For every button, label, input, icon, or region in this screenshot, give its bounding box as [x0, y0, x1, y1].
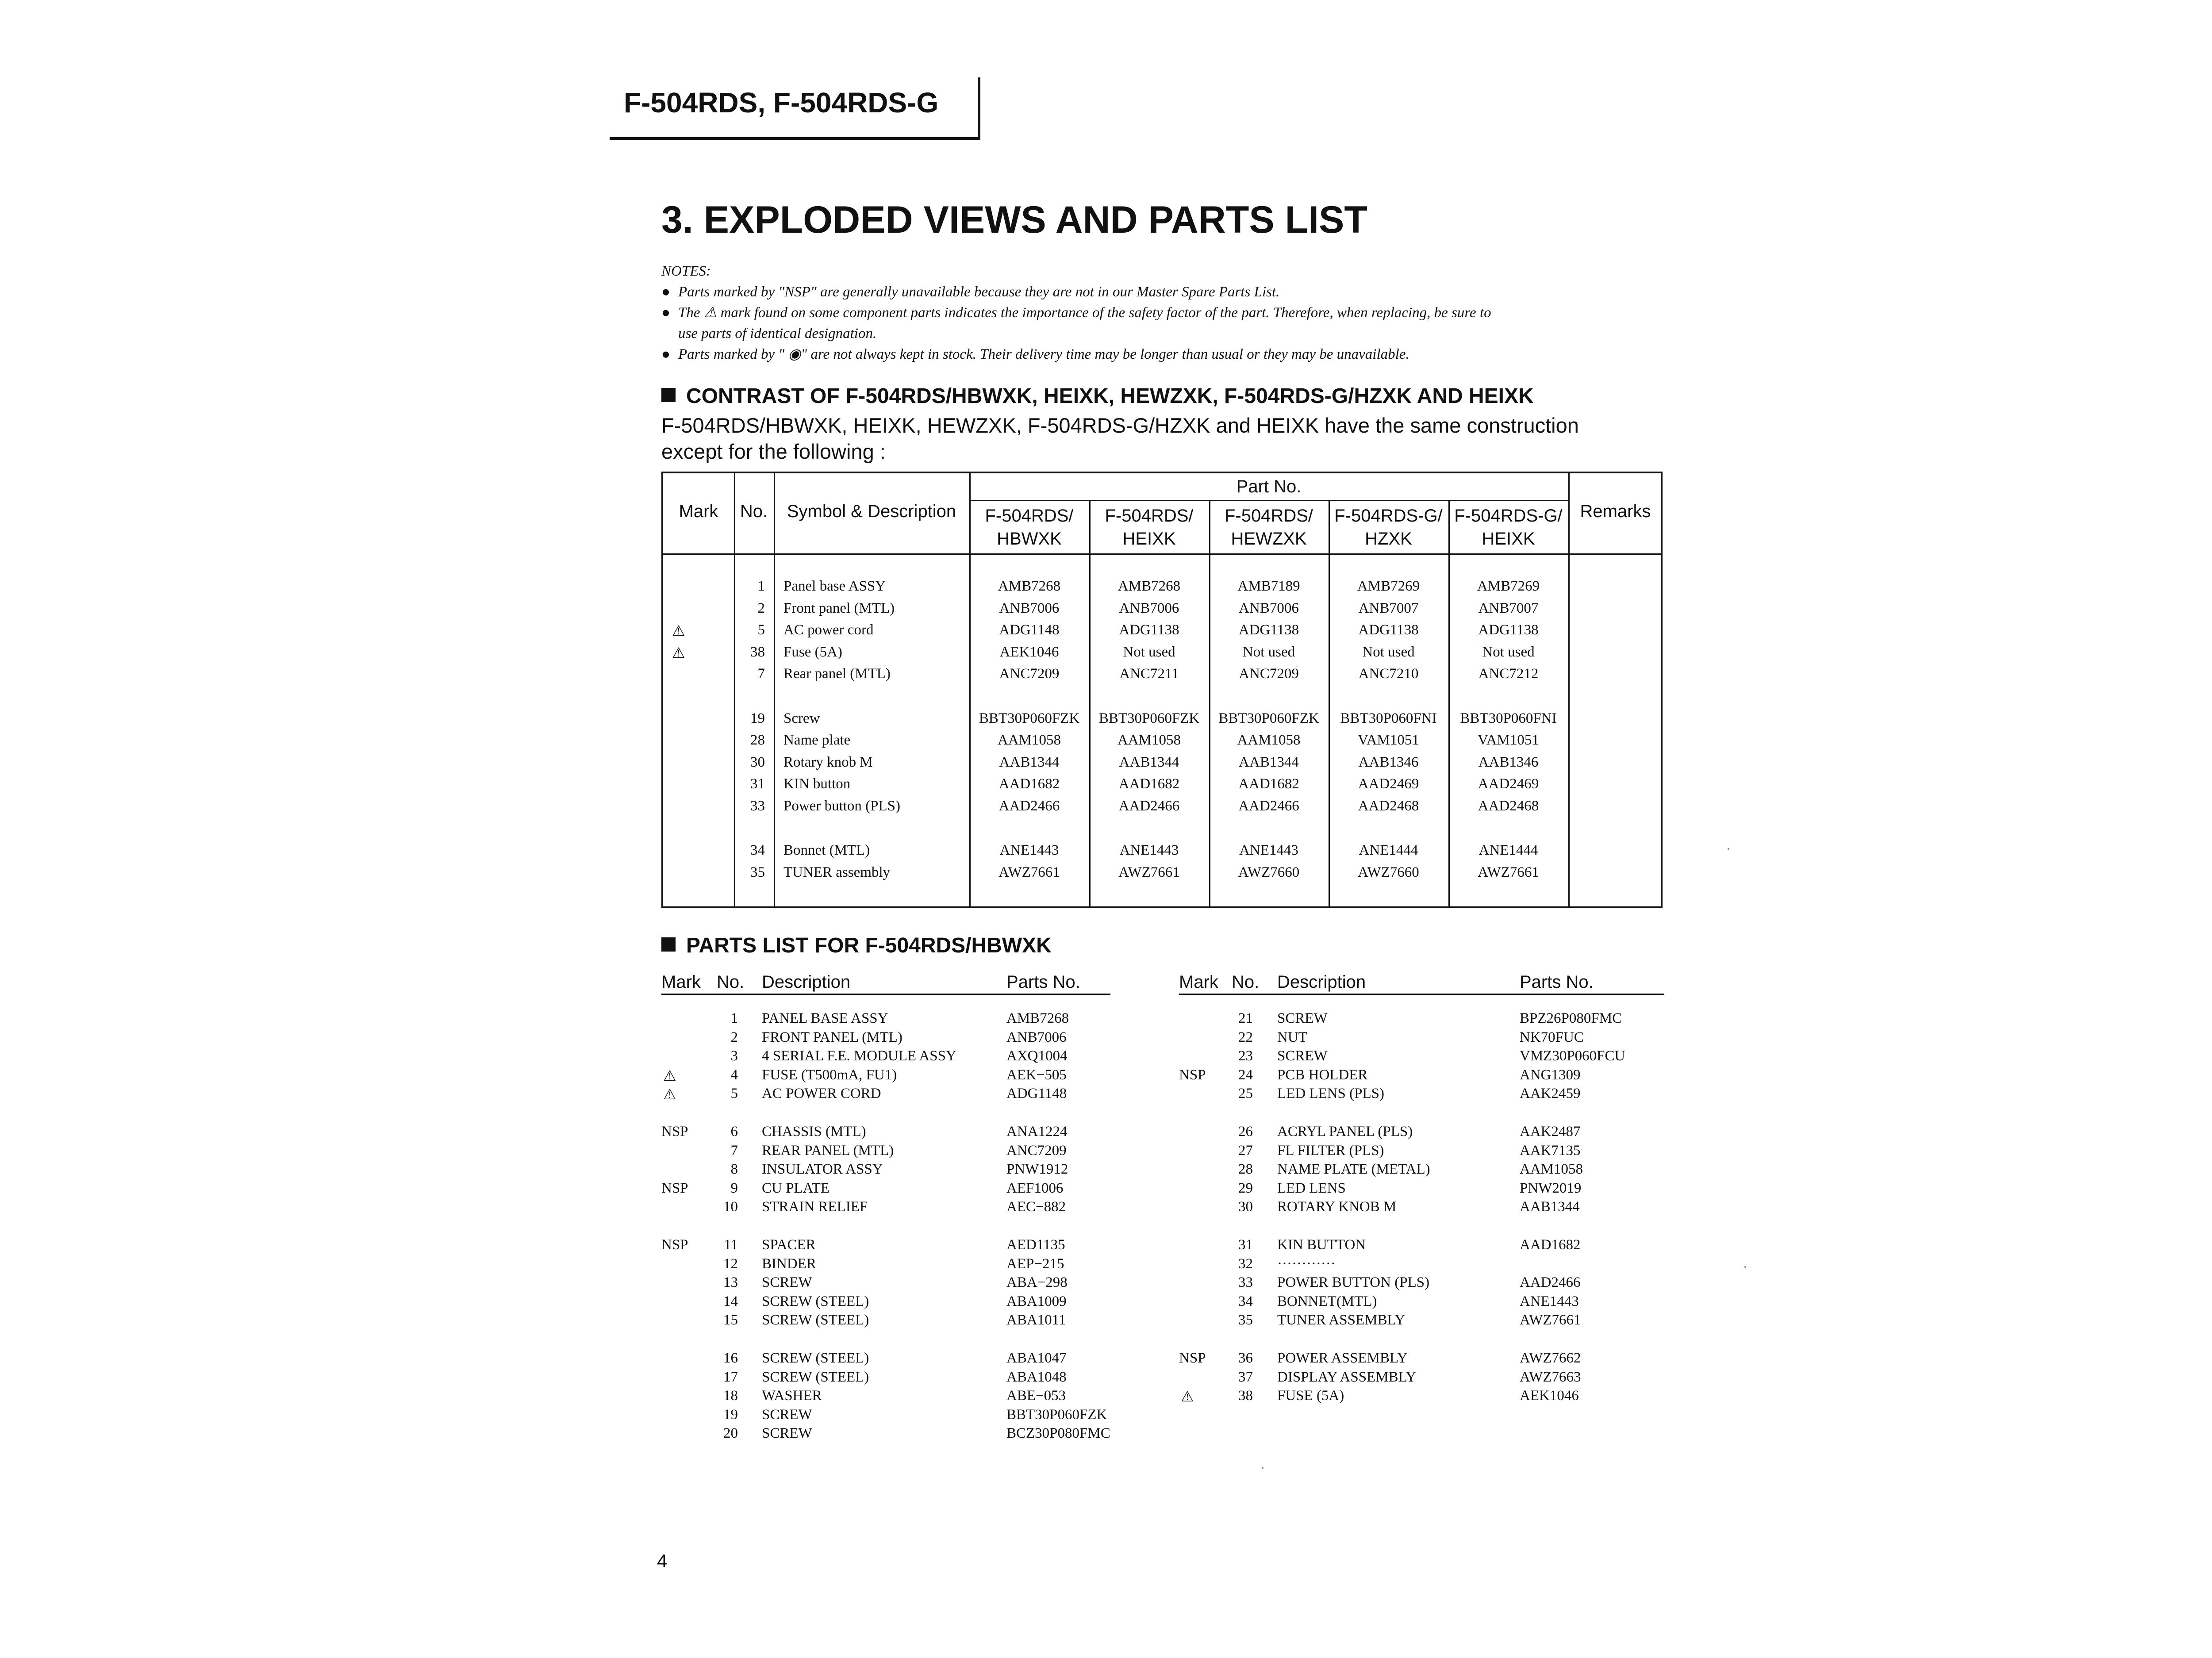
row-description: WASHER — [762, 1388, 822, 1404]
part-number: AAD2466 — [1238, 798, 1299, 814]
row-number: 36 — [1238, 1350, 1253, 1366]
row-description: Fuse (5A) — [783, 644, 842, 660]
col-header-mark: Mark — [679, 502, 718, 521]
row-description: NAME PLATE (METAL) — [1277, 1161, 1430, 1178]
row-description: CHASSIS (MTL) — [762, 1124, 866, 1140]
row-description: ············ — [1277, 1255, 1336, 1272]
row-number: 7 — [757, 666, 765, 682]
row-description: AC POWER CORD — [762, 1086, 881, 1102]
row-number: 22 — [1238, 1029, 1253, 1045]
row-number: 1 — [757, 578, 765, 594]
row-description: ROTARY KNOB M — [1277, 1199, 1397, 1215]
row-description: POWER ASSEMBLY — [1277, 1350, 1408, 1366]
part-number: VAM1051 — [1478, 732, 1539, 748]
part-number: AWZ7660 — [1238, 864, 1300, 880]
part-number: ABE−053 — [1006, 1388, 1066, 1404]
part-number: AAD2469 — [1358, 776, 1419, 792]
part-number: ANC7210 — [1358, 666, 1419, 682]
part-number: ANE1443 — [1119, 842, 1179, 858]
part-number: ABA1047 — [1006, 1350, 1067, 1366]
row-description: 4 SERIAL F.E. MODULE ASSY — [762, 1048, 956, 1064]
part-number: AAM1058 — [1520, 1161, 1583, 1178]
page-number: 4 — [657, 1551, 668, 1571]
row-number: 30 — [1238, 1199, 1253, 1215]
part-number: Not used — [1482, 644, 1535, 660]
safety-mark-icon: ⚠ — [672, 623, 685, 639]
row-description: FL FILTER (PLS) — [1277, 1142, 1384, 1159]
row-number: 3 — [730, 1048, 738, 1064]
part-number: BCZ30P080FMC — [1006, 1425, 1110, 1442]
note-item — [661, 303, 1679, 323]
contrast-description-line: except for the following : — [661, 440, 886, 463]
note-item — [661, 282, 1679, 303]
row-number: 23 — [1238, 1048, 1253, 1064]
row-number: 7 — [730, 1142, 738, 1159]
col-header-model-line1: F-504RDS/ — [1105, 506, 1194, 526]
contrast-heading-text: CONTRAST OF F-504RDS/HBWXK, HEIXK, HEWZXK, F-504RDS-G/HZXK AND HEIXK — [686, 384, 1534, 408]
row-description: SCREW — [1277, 1010, 1328, 1026]
row-number: 29 — [1238, 1180, 1253, 1196]
row-description: BONNET(MTL) — [1277, 1293, 1377, 1309]
square-bullet-icon — [661, 388, 676, 402]
row-description: LED LENS (PLS) — [1277, 1086, 1384, 1102]
row-number: 17 — [723, 1369, 738, 1385]
part-number: AXQ1004 — [1006, 1048, 1068, 1064]
row-number: 35 — [1238, 1312, 1253, 1328]
part-number: AAK2459 — [1520, 1086, 1581, 1102]
part-number: AEP−215 — [1006, 1255, 1064, 1272]
header-divider — [978, 77, 980, 138]
row-description: Rotary knob M — [783, 754, 873, 770]
row-number: 35 — [750, 864, 765, 880]
part-number: AMB7268 — [998, 578, 1061, 594]
row-description: FUSE (T500mA, FU1) — [762, 1067, 897, 1083]
row-number: 10 — [723, 1199, 738, 1215]
row-description: LED LENS — [1277, 1180, 1346, 1196]
col-header-model-line2: HBWXK — [997, 529, 1062, 549]
part-number: AAD2466 — [1520, 1274, 1581, 1291]
row-number: 4 — [730, 1067, 738, 1083]
col-header-model-line2: HEIXK — [1482, 529, 1535, 549]
part-number: ANB7006 — [1006, 1029, 1067, 1045]
part-number: AED1135 — [1006, 1237, 1065, 1253]
row-description: NUT — [1277, 1029, 1307, 1045]
part-number: AWZ7661 — [1478, 864, 1539, 880]
col-header-model-line1: F-504RDS-G/ — [1454, 506, 1563, 526]
row-number: 11 — [724, 1237, 738, 1253]
row-number: 26 — [1238, 1124, 1253, 1140]
row-number: 14 — [723, 1293, 738, 1309]
part-number: AEF1006 — [1006, 1180, 1064, 1196]
row-description: SCREW — [762, 1425, 812, 1442]
bullet-icon: ● — [661, 346, 670, 362]
row-description: Bonnet (MTL) — [783, 842, 870, 858]
row-description: SCREW (STEEL) — [762, 1312, 869, 1328]
part-number: BBT30P060FNI — [1340, 710, 1437, 726]
part-number: VMZ30P060FCU — [1520, 1048, 1625, 1064]
safety-mark-icon: ⚠ — [672, 645, 685, 661]
row-number: 21 — [1238, 1010, 1253, 1026]
part-number: ANC7209 — [1006, 1142, 1067, 1159]
part-number: AAD2468 — [1358, 798, 1419, 814]
row-description: PCB HOLDER — [1277, 1067, 1368, 1083]
contrast-description — [661, 412, 1661, 464]
bullet-icon: ● — [661, 284, 670, 300]
row-number: 6 — [730, 1124, 738, 1140]
nsp-mark: NSP — [661, 1180, 688, 1196]
part-number: AAD1682 — [1238, 776, 1299, 792]
part-number: Not used — [1242, 644, 1295, 660]
row-description: FRONT PANEL (MTL) — [762, 1029, 902, 1045]
row-description: SCREW (STEEL) — [762, 1369, 869, 1385]
part-number: AAB1344 — [999, 754, 1060, 770]
row-description: BINDER — [762, 1255, 816, 1272]
square-bullet-icon — [661, 937, 676, 952]
nsp-mark: NSP — [1179, 1067, 1206, 1083]
contrast-heading — [661, 384, 1534, 408]
row-description: SCREW — [762, 1406, 812, 1423]
row-number: 19 — [750, 710, 765, 726]
part-number: AAD2469 — [1478, 776, 1539, 792]
row-description: SPACER — [762, 1237, 816, 1253]
row-description: POWER BUTTON (PLS) — [1277, 1274, 1430, 1291]
row-number: 31 — [1238, 1237, 1253, 1253]
part-number: AMB7268 — [1006, 1010, 1069, 1026]
row-number: 37 — [1238, 1369, 1253, 1385]
header-underline — [661, 994, 1110, 995]
row-number: 34 — [750, 842, 765, 858]
col-header-no: No. — [717, 972, 745, 992]
row-number: 18 — [723, 1388, 738, 1404]
part-number: ANB7007 — [1358, 600, 1419, 616]
section-title: 3. EXPLODED VIEWS AND PARTS LIST — [661, 199, 1367, 241]
part-number: AAM1058 — [1117, 732, 1181, 748]
row-number: 33 — [1238, 1274, 1253, 1291]
row-number: 31 — [750, 776, 765, 792]
part-number: VAM1051 — [1358, 732, 1419, 748]
row-description: DISPLAY ASSEMBLY — [1277, 1369, 1417, 1385]
row-number: 38 — [750, 644, 765, 660]
part-number: ANB7006 — [1239, 600, 1299, 616]
row-number: 15 — [723, 1312, 738, 1328]
table-column-divider — [1568, 473, 1570, 906]
part-number: AWZ7660 — [1358, 864, 1419, 880]
part-number: BBT30P060FZK — [979, 710, 1080, 726]
row-number: 5 — [730, 1086, 738, 1102]
nsp-mark: NSP — [661, 1124, 688, 1140]
col-header-description: Description — [762, 972, 851, 992]
parts-list-heading — [661, 933, 1052, 958]
note-text: The ⚠ mark found on some component parts indicates the importance of the safety factor of the part. Therefore, when replacing, be sure to — [678, 305, 1491, 321]
part-number: BBT30P060FZK — [1098, 710, 1200, 726]
part-number: ADG1138 — [1478, 622, 1539, 638]
part-number: AEK1046 — [999, 644, 1059, 660]
row-number: 24 — [1238, 1067, 1253, 1083]
scan-speck — [1744, 1266, 1746, 1268]
table-column-divider — [774, 473, 775, 906]
part-number: AAM1058 — [997, 732, 1061, 748]
part-number: AAD2466 — [1118, 798, 1180, 814]
contrast-description-line: F-504RDS/HBWXK, HEIXK, HEWZXK, F-504RDS-G/HZXK and HEIXK have the same construction — [661, 414, 1579, 437]
part-number: AAM1058 — [1237, 732, 1301, 748]
part-number: ADG1138 — [1119, 622, 1179, 638]
row-number: 25 — [1238, 1086, 1253, 1102]
part-number: AAK7135 — [1520, 1142, 1581, 1159]
col-header-no: No. — [1232, 972, 1260, 992]
part-number: BBT30P060FNI — [1460, 710, 1557, 726]
part-number: AAB1346 — [1478, 754, 1539, 770]
part-number: ANE1444 — [1359, 842, 1418, 858]
table-column-divider — [734, 473, 735, 906]
part-number: BBT30P060FZK — [1218, 710, 1319, 726]
row-description: KIN button — [783, 776, 851, 792]
row-description: Rear panel (MTL) — [783, 666, 891, 682]
part-number: AMB7269 — [1477, 578, 1540, 594]
part-number: ABA1011 — [1006, 1312, 1066, 1328]
part-number: PNW2019 — [1520, 1180, 1582, 1196]
part-number: AMB7268 — [1118, 578, 1181, 594]
col-header-mark: Mark — [1179, 972, 1218, 992]
notes — [661, 261, 1679, 365]
part-number: AWZ7661 — [1118, 864, 1180, 880]
part-number: BBT30P060FZK — [1006, 1406, 1107, 1423]
row-number: 12 — [723, 1255, 738, 1272]
row-number: 28 — [750, 732, 765, 748]
row-description: TUNER assembly — [783, 864, 891, 880]
part-number: ANB7006 — [999, 600, 1060, 616]
col-header-parts-no: Parts No. — [1006, 972, 1080, 992]
notes-heading: NOTES: — [661, 263, 711, 279]
row-number: 16 — [723, 1350, 738, 1366]
part-number: ANE1443 — [1520, 1293, 1579, 1309]
row-number: 28 — [1238, 1161, 1253, 1178]
row-description: Power button (PLS) — [783, 798, 900, 814]
part-number: ANC7209 — [999, 666, 1060, 682]
row-description: ACRYL PANEL (PLS) — [1277, 1124, 1413, 1140]
note-text: Parts marked by " ◉" are not always kept in stock. Their delivery time may be longer than usual or they may be unavailable. — [678, 346, 1409, 362]
part-number: ADG1148 — [999, 622, 1060, 638]
part-number: AAD1682 — [1118, 776, 1180, 792]
part-number: AWZ7661 — [1520, 1312, 1581, 1328]
part-number: AAD2466 — [998, 798, 1060, 814]
part-number: ABA1048 — [1006, 1369, 1067, 1385]
part-number: ANA1224 — [1006, 1124, 1068, 1140]
col-header-description: Symbol & Description — [787, 502, 956, 521]
row-description: SCREW (STEEL) — [762, 1350, 869, 1366]
col-header-description: Description — [1277, 972, 1366, 992]
part-number: ABA1009 — [1006, 1293, 1067, 1309]
header-underline — [1179, 994, 1664, 995]
row-description: KIN BUTTON — [1277, 1237, 1366, 1253]
table-header-divider — [663, 553, 1661, 555]
row-number: 34 — [1238, 1293, 1253, 1309]
col-header-part-no: Part No. — [1236, 477, 1302, 496]
part-number: AAB1344 — [1119, 754, 1179, 770]
part-number: ANE1444 — [1479, 842, 1538, 858]
part-number: ANB7006 — [1119, 600, 1179, 616]
part-number: AAB1344 — [1239, 754, 1299, 770]
part-number: AAB1346 — [1358, 754, 1419, 770]
part-number: AAD2468 — [1478, 798, 1539, 814]
part-number: ANE1443 — [999, 842, 1059, 858]
part-number: PNW1912 — [1006, 1161, 1068, 1178]
row-number: 2 — [757, 600, 765, 616]
row-number: 32 — [1238, 1255, 1253, 1272]
part-number: ADG1148 — [1006, 1086, 1067, 1102]
row-description: STRAIN RELIEF — [762, 1199, 868, 1215]
part-number: ABA−298 — [1006, 1274, 1068, 1291]
row-description: SCREW — [1277, 1048, 1328, 1064]
col-header-model-line1: F-504RDS/ — [985, 506, 1074, 526]
part-number: ANC7211 — [1119, 666, 1179, 682]
note-text-continued: use parts of identical designation. — [678, 326, 877, 342]
part-number: ADG1138 — [1238, 622, 1299, 638]
row-description: REAR PANEL (MTL) — [762, 1142, 894, 1159]
header-underline — [610, 137, 980, 140]
bullet-icon: ● — [661, 305, 670, 321]
col-header-mark: Mark — [661, 972, 701, 992]
scan-speck — [1728, 848, 1729, 850]
row-number: 27 — [1238, 1142, 1253, 1159]
part-number: AMB7269 — [1357, 578, 1420, 594]
row-number: 19 — [723, 1406, 738, 1423]
nsp-mark: NSP — [1179, 1350, 1206, 1366]
part-number: NK70FUC — [1520, 1029, 1584, 1045]
col-header-model-line1: F-504RDS/ — [1224, 506, 1313, 526]
row-description: SCREW — [762, 1274, 812, 1291]
nsp-mark: NSP — [661, 1237, 688, 1253]
row-description: TUNER ASSEMBLY — [1277, 1312, 1406, 1328]
part-number: ADG1138 — [1358, 622, 1419, 638]
scan-speck — [1262, 1467, 1263, 1469]
part-number: ANC7209 — [1239, 666, 1299, 682]
part-number: ANC7212 — [1478, 666, 1539, 682]
safety-mark-icon: ⚠ — [1181, 1389, 1194, 1405]
row-number: 2 — [730, 1029, 738, 1045]
row-number: 33 — [750, 798, 765, 814]
col-header-model-line1: F-504RDS-G/ — [1334, 506, 1443, 526]
contrast-table — [661, 472, 1663, 908]
part-number: ANB7007 — [1478, 600, 1539, 616]
row-number: 30 — [750, 754, 765, 770]
part-number: AWZ7663 — [1520, 1369, 1581, 1385]
part-number: AEK1046 — [1520, 1388, 1579, 1404]
row-number: 5 — [757, 622, 765, 638]
safety-mark-icon: ⚠ — [663, 1068, 676, 1084]
part-number: AWZ7661 — [998, 864, 1060, 880]
note-item — [661, 344, 1679, 365]
row-number: 13 — [723, 1274, 738, 1291]
part-number: ANE1443 — [1239, 842, 1298, 858]
part-number: AEK−505 — [1006, 1067, 1067, 1083]
note-text: Parts marked by "NSP" are generally unavailable because they are not in our Master Spare Parts List. — [678, 284, 1280, 300]
row-description: Screw — [783, 710, 820, 726]
part-number: Not used — [1362, 644, 1415, 660]
safety-mark-icon: ⚠ — [663, 1087, 676, 1103]
row-number: 38 — [1238, 1388, 1253, 1404]
col-header-model-line2: HEWZXK — [1231, 529, 1307, 549]
part-number: BPZ26P080FMC — [1520, 1010, 1622, 1026]
col-header-parts-no: Parts No. — [1520, 972, 1594, 992]
part-number: AWZ7662 — [1520, 1350, 1581, 1366]
parts-list-heading-text: PARTS LIST FOR F-504RDS/HBWXK — [686, 934, 1052, 957]
part-number: ANG1309 — [1520, 1067, 1581, 1083]
part-number: AAD1682 — [1520, 1237, 1581, 1253]
part-number: AEC−882 — [1006, 1199, 1066, 1215]
row-description: FUSE (5A) — [1277, 1388, 1344, 1404]
row-description: PANEL BASE ASSY — [762, 1010, 888, 1026]
row-description: SCREW (STEEL) — [762, 1293, 869, 1309]
row-description: Name plate — [783, 732, 851, 748]
part-number: AMB7189 — [1237, 578, 1300, 594]
row-description: CU PLATE — [762, 1180, 830, 1196]
model-header: F-504RDS, F-504RDS-G — [624, 87, 939, 119]
part-number: AAD1682 — [998, 776, 1060, 792]
part-number: AAB1344 — [1520, 1199, 1580, 1215]
col-header-model-line2: HZXK — [1365, 529, 1412, 549]
col-header-no: No. — [740, 502, 768, 521]
row-number: 20 — [723, 1425, 738, 1442]
col-header-model-line2: HEIXK — [1122, 529, 1176, 549]
row-description: INSULATOR ASSY — [762, 1161, 883, 1178]
table-subheader-divider — [969, 500, 1570, 501]
row-number: 8 — [730, 1161, 738, 1178]
part-number: Not used — [1123, 644, 1175, 660]
col-header-remarks: Remarks — [1580, 502, 1651, 521]
row-number: 1 — [730, 1010, 738, 1026]
row-description: Front panel (MTL) — [783, 600, 895, 616]
row-description: AC power cord — [783, 622, 874, 638]
row-description: Panel base ASSY — [783, 578, 886, 594]
row-number: 9 — [730, 1180, 738, 1196]
part-number: AAK2487 — [1520, 1124, 1581, 1140]
